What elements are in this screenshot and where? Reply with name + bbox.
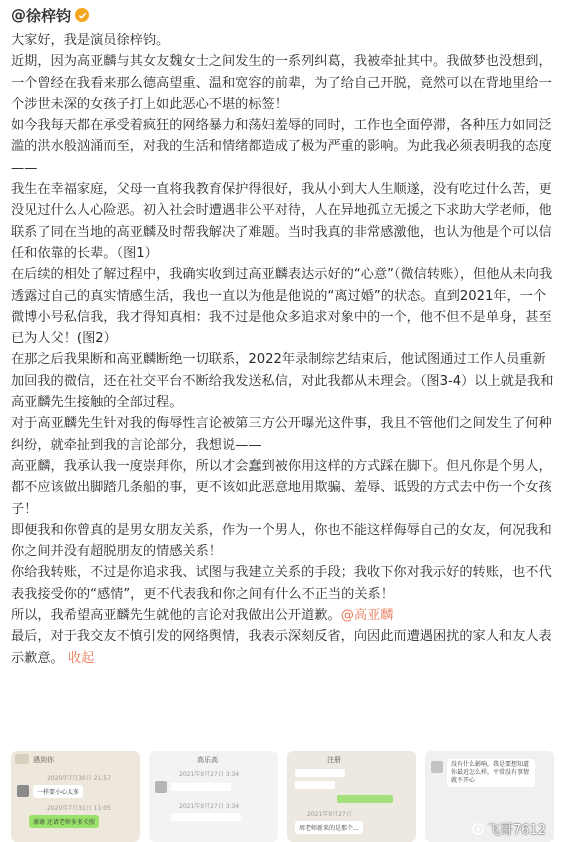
avatar	[155, 781, 167, 793]
chat-timestamp: 2021年9月27日 3:34	[179, 803, 240, 810]
chat-bubble	[337, 795, 393, 803]
chat-bubble: 谢谢 还请老师多多关照	[29, 815, 99, 828]
post-paragraph: 对于高亚麟先生针对我的侮辱性言论被第三方公开曝光这件事，我且不管他们之间发生了何种纠纷，就牵扯到我的言论部分，我想说——	[11, 416, 552, 453]
avatar	[431, 761, 443, 773]
chat-bubble: 一样要小心太多	[33, 785, 83, 798]
chat-timestamp: 2021年9月27日	[307, 811, 352, 818]
avatar	[17, 785, 29, 797]
post-paragraph: 高亚麟，我承认我一度崇拜你，所以才会蠢到被你用这样的方式踩在脚下。但凡你是个男人，都不应该做出脚踏几条船的事，更不该如此恶意地用欺骗、羞辱、诋毁的方式去中伤一个女孩子！	[11, 458, 552, 517]
watermark-text: 飞哥7612	[486, 823, 546, 838]
post-paragraph: 在那之后我果断和高亚麟断绝一切联系，2022年录制综艺结束后，他试图通过工作人员重新加回我的微信，还在社交平台不断给我发送私信，对此我都从未理会。（图3-4）以上就是我和高亚麟先生接触的全部过程。	[11, 352, 554, 411]
chat-timestamp: 2020年7月31日 11:05	[47, 805, 111, 812]
paragraph-text: 所以，我希望高亚麟先生就他的言论对我做出公开道歉。	[11, 608, 341, 624]
chat-bubble: 没有什么影响，我是要想知道你最近怎么样，平常没有事情就不开心	[447, 759, 535, 787]
post-header	[0, 0, 564, 30]
at-symbol: @	[11, 6, 26, 24]
post-paragraph-mention	[11, 605, 554, 626]
thumbnail-image-1[interactable]	[11, 751, 140, 842]
thumbnail-image-3[interactable]	[287, 751, 416, 842]
chat-bubble	[171, 783, 231, 791]
post-paragraph: 我生在幸福家庭，父母一直将我教育保护得很好，我从小到大人生顺遂，没有吃过什么苦，更没见过什么人心险恶。初入社会时遭遇非公平对待，人在异地孤立无援之下求助大学老师，他联系了同在当地的高亚麟及时帮我解决了难题。当时我真的非常感激他，也认为他是个可以信任和依靠的长辈。（图1）	[11, 182, 552, 261]
chat-title: 遇到你	[33, 756, 54, 764]
post-paragraph: 如今我每天都在承受着疯狂的网络暴力和荡妇羞辱的同时，工作也全面停滞，各种压力如同泛滥的洪水般汹涌而至，对我的生活和情绪都造成了极为严重的影响。为此我必须表明我的态度——	[11, 118, 552, 176]
post-paragraph-final	[11, 626, 554, 669]
thumbnail-image-2[interactable]	[149, 751, 278, 842]
author-name[interactable]: 徐梓钧	[26, 6, 72, 25]
watermark	[472, 819, 546, 838]
mention-link[interactable]: @高亚麟	[340, 608, 394, 624]
chat-bubble	[171, 813, 241, 821]
chat-timestamp: 2020年7月30日 21:57	[47, 775, 111, 782]
verified-badge-icon	[75, 8, 89, 22]
chat-title: 注册	[327, 756, 341, 764]
post-paragraph: 大家好，我是演员徐梓钧。	[11, 33, 170, 48]
post-paragraph: 即便我和你曾真的是男女朋友关系，作为一个男人，你也不能这样侮辱自己的女友，何况我和你之间并没有超脱朋友的情感关系！	[11, 522, 552, 560]
post-paragraph: 在后续的相处了解过程中，我确实收到过高亚麟表达示好的“心意”（微信转账），但他从未向我透露过自己的真实情感生活，我也一直以为他是他说的“离过婚”的状态。直到2021年，一个微博小号私信我，我才得知真相：我不过是他众多追求对象中的一个，他不但不是单身，甚至已为人父！(图2）	[11, 267, 553, 347]
chat-title: 高乐高	[197, 756, 218, 764]
chat-bubble	[295, 769, 345, 777]
collapse-link[interactable]: 收起	[67, 650, 95, 666]
post-body	[0, 30, 564, 669]
image-thumbnails	[11, 751, 554, 842]
back-icon	[15, 754, 29, 764]
thumbnail-image-4[interactable]	[425, 751, 554, 842]
post-paragraph: 近期，因为高亚麟与其女友魏女士之间发生的一系列纠葛，我被牵扯其中。我做梦也没想到，一个曾经在我看来那么德高望重、温和宽容的前辈，为了给自己开脱，竟然可以在背地里给一个涉世未深的女孩子打上如此恶心不堪的标签！	[11, 54, 552, 112]
chat-bubble	[295, 781, 335, 789]
chat-timestamp: 2021年9月27日 3:34	[179, 771, 240, 778]
paragraph-text: 最后，对于我交友不慎引发的网络舆情，我表示深刻反省，向因此而遭遇困扰的家人和友人表示歉意。	[11, 629, 552, 666]
chat-bubble: 周老师新来的是那个...	[295, 821, 363, 834]
post-paragraph: 你给我转账，不过是你追求我、试图与我建立关系的手段；我收下你对我示好的转账，也不代表我接受你的“感情”，更不代表我和你之间有什么不正当的关系！	[11, 565, 552, 602]
weibo-logo-icon	[472, 823, 484, 835]
